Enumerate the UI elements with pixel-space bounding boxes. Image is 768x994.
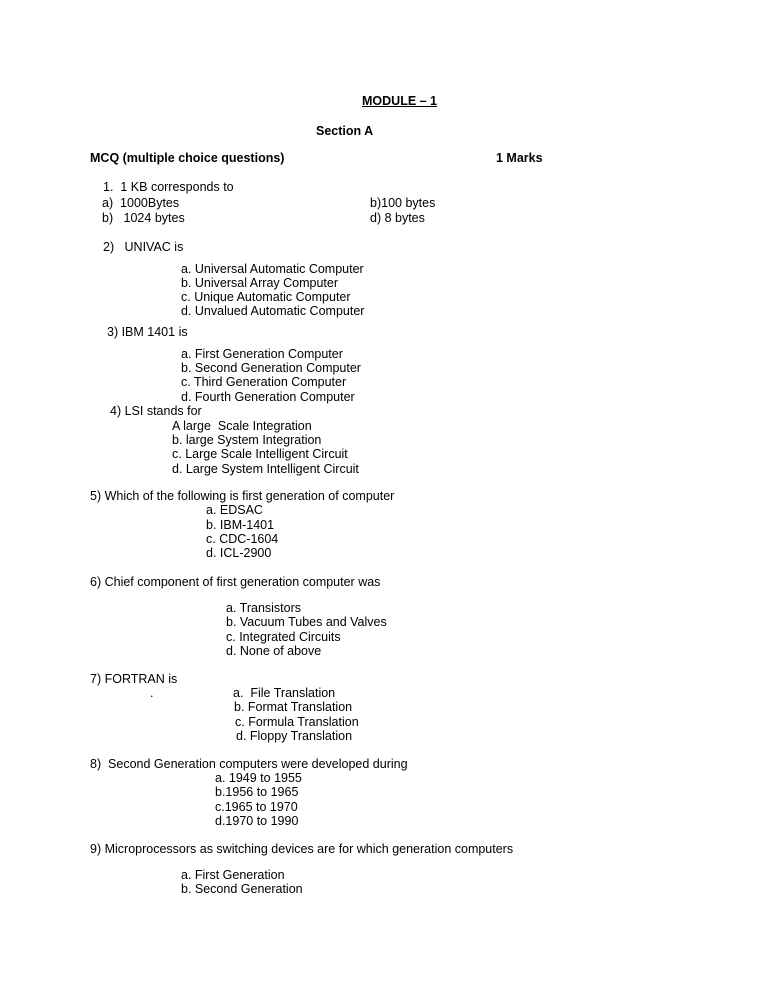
question-2-option-a: a. Universal Automatic Computer [181, 262, 364, 276]
question-2-stem: 2) UNIVAC is [103, 240, 184, 254]
question-9-option-a: a. First Generation [181, 868, 285, 882]
question-7-option-b: b. Format Translation [234, 700, 353, 714]
question-9-stem: 9) Microprocessors as switching devices are for which generation computers [90, 842, 514, 856]
question-2-option-c: c. Unique Automatic Computer [181, 290, 351, 304]
question-6-option-a: a. Transistors [226, 601, 302, 615]
question-8-stem: 8) Second Generation computers were developed during [90, 757, 408, 771]
question-6-option-b: b. Vacuum Tubes and Valves [226, 615, 387, 629]
question-7-stem: 7) FORTRAN is [90, 672, 178, 686]
question-5-option-b: b. IBM-1401 [206, 518, 275, 532]
question-1-option-c: b)100 bytes [370, 196, 436, 210]
question-7-dot: . [150, 686, 154, 700]
question-3-option-b: b. Second Generation Computer [181, 361, 361, 375]
question-4-option-d: d. Large System Intelligent Circuit [172, 462, 359, 476]
question-7-option-a: a. File Translation [233, 686, 336, 700]
question-8-option-a: a. 1949 to 1955 [215, 771, 302, 785]
question-7-option-d: d. Floppy Translation [236, 729, 353, 743]
question-5-stem: 5) Which of the following is first generation of computer [90, 489, 395, 503]
question-3-stem: 3) IBM 1401 is [107, 325, 188, 339]
question-3-option-c: c. Third Generation Computer [181, 375, 347, 389]
question-2-option-d: d. Unvalued Automatic Computer [181, 304, 365, 318]
question-8-option-b: b.1956 to 1965 [215, 785, 299, 799]
question-3-option-a: a. First Generation Computer [181, 347, 343, 361]
question-1-option-b: b) 1024 bytes [102, 211, 185, 225]
question-6-option-d: d. None of above [226, 644, 322, 658]
question-1-option-d: d) 8 bytes [370, 211, 425, 225]
question-3-option-d: d. Fourth Generation Computer [181, 390, 355, 404]
question-1-stem: 1. 1 KB corresponds to [103, 180, 234, 194]
question-8-option-c: c.1965 to 1970 [215, 800, 298, 814]
question-2-option-b: b. Universal Array Computer [181, 276, 339, 290]
question-5-option-d: d. ICL-2900 [206, 546, 272, 560]
question-4-option-a: A large Scale Integration [172, 419, 312, 433]
question-4-option-c: c. Large Scale Intelligent Circuit [172, 447, 348, 461]
question-5-option-c: c. CDC-1604 [206, 532, 279, 546]
section-title: Section A [316, 124, 374, 138]
question-7-option-c: c. Formula Translation [235, 715, 359, 729]
question-9-option-b: b. Second Generation [181, 882, 303, 896]
question-8-option-d: d.1970 to 1990 [215, 814, 299, 828]
question-4-stem: 4) LSI stands for [110, 404, 202, 418]
marks-label: 1 Marks [496, 151, 543, 165]
question-4-option-b: b. large System Integration [172, 433, 322, 447]
question-type-heading: MCQ (multiple choice questions) [90, 151, 285, 165]
question-1-option-a: a) 1000Bytes [102, 196, 180, 210]
question-5-option-a: a. EDSAC [206, 503, 263, 517]
question-6-option-c: c. Integrated Circuits [226, 630, 341, 644]
question-6-stem: 6) Chief component of first generation computer was [90, 575, 381, 589]
module-title: MODULE – 1 [362, 94, 438, 108]
